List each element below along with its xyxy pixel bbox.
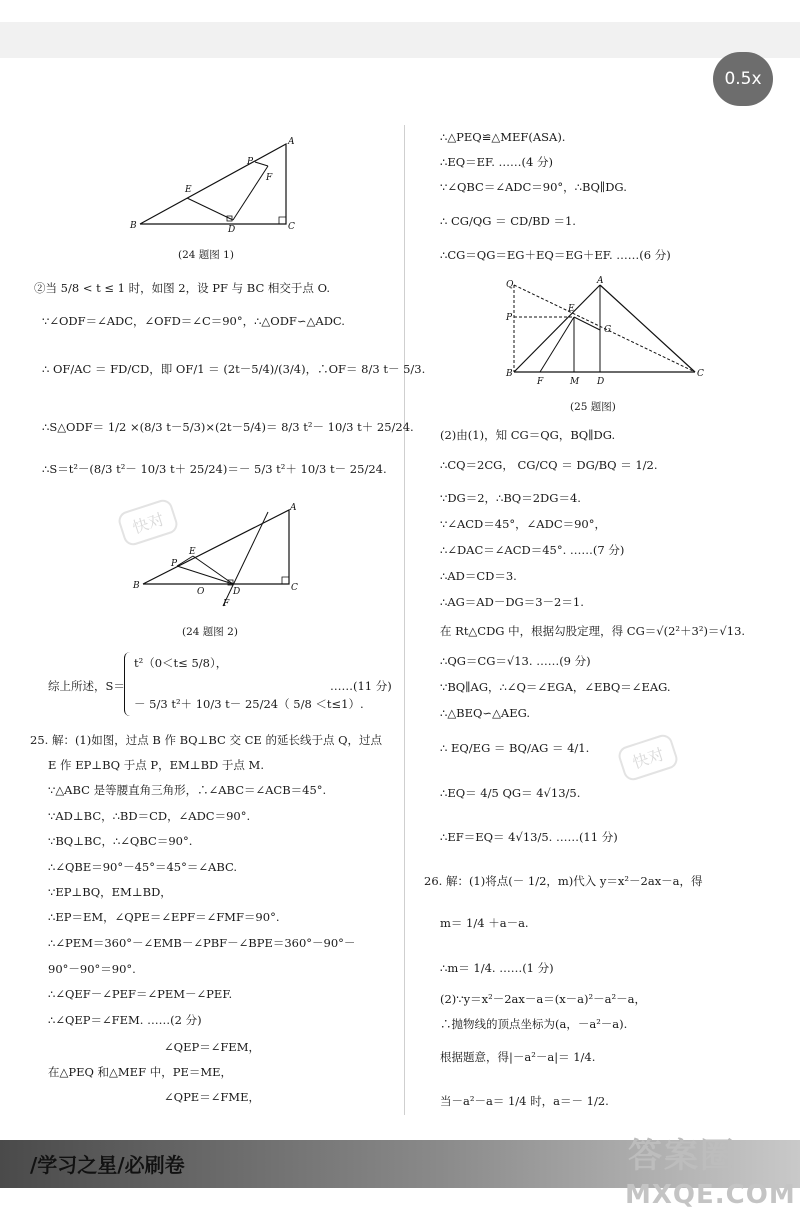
r-mid-6: ∴AG＝AD－DG＝3－2＝1. (440, 595, 584, 609)
playback-speed-button[interactable]: 0.5x (713, 52, 773, 106)
fig2-caption: (24 题图 2) (182, 626, 238, 638)
r-top-2: ∵∠QBC＝∠ADC＝90°，∴BQ∥DG. (440, 180, 627, 194)
label-B2: B (133, 581, 140, 591)
summary-score: ……(11 分) (330, 679, 392, 693)
label-D: D (228, 225, 236, 235)
r-mid-9: ∵BQ∥AG，∴∠Q＝∠EGA，∠EBQ＝∠EAG. (440, 680, 671, 694)
r-mid-4: ∴∠DAC＝∠ACD＝45°. ……(7 分) (440, 543, 625, 557)
fig25-caption: (25 题图) (570, 401, 616, 413)
top-bar (0, 0, 800, 22)
label-A: A (288, 137, 295, 147)
q25-line-5: ∴∠QBE＝90°－45°＝45°＝∠ABC. (48, 860, 238, 874)
q25-line-13: 在△PEQ 和△MEF 中，PE＝ME， (48, 1065, 233, 1079)
q25-line-14: ∠QPE＝∠FME， (164, 1090, 260, 1104)
figure-24-1 (125, 132, 305, 237)
q25-line-4: ∵BQ⊥BC，∴∠QBC＝90°. (48, 834, 193, 848)
r-mid-13: ∴EF＝EQ＝ 4√13/5. ……(11 分) (440, 830, 618, 844)
label-B: B (130, 221, 137, 231)
q25-line-1: E 作 EP⊥BQ 于点 P，EM⊥BD 于点 M. (48, 758, 264, 772)
label-F2: F (223, 599, 230, 609)
r-top-0: ∴△PEQ≌△MEF(ASA). (440, 130, 566, 144)
summary-brace (124, 652, 131, 716)
label-D3: D (597, 377, 605, 387)
q25-line-6: ∵EP⊥BQ，EM⊥BD， (48, 885, 172, 899)
label-F3: F (537, 377, 544, 387)
q25-line-12: ∠QEP＝∠FEM， (164, 1040, 260, 1054)
r-mid-10: ∴△BEQ∽△AEG. (440, 706, 531, 720)
q26-line-4: ∴抛物线的顶点坐标为(a，－a²－a). (440, 1017, 628, 1031)
r-mid-3: ∵∠ACD＝45°，∠ADC＝90°， (440, 517, 607, 531)
line-l3: ∴ OF/AC ＝ FD/CD，即 OF/1 ＝ (2t－5/4)/(3/4)，∴OF＝ 8/3 t－ 5/3. (42, 362, 426, 376)
label-A2: A (290, 503, 297, 513)
r-top-4: ∴CG＝QG＝EG＋EQ＝EG＋EF. ……(6 分) (440, 248, 671, 262)
q25-line-3: ∵AD⊥BC，∴BD＝CD，∠ADC＝90°. (48, 809, 251, 823)
q25-line-2: ∵△ABC 是等腰直角三角形，∴∠ABC＝∠ACB＝45°. (48, 783, 327, 797)
line-l4: ∴S△ODF＝ 1/2 ×(8/3 t－5/3)×(2t－5/4)＝ 8/3 t²－ 10/3 t＋ 25/24. (42, 420, 414, 434)
label-D2: D (233, 587, 241, 597)
footer-brand: /学习之星/必刷卷 (30, 1153, 185, 1177)
watermark-url: MXQE.COM (625, 1180, 796, 1210)
column-divider (404, 125, 405, 1115)
label-E: E (185, 185, 192, 195)
label-Q: Q (506, 280, 514, 290)
label-E2: E (189, 547, 196, 557)
q25-line-0: 25. 解：(1)如图，过点 B 作 BQ⊥BC 交 CE 的延长线于点 Q，过点 (30, 733, 383, 747)
r-mid-2: ∵DG＝2，∴BQ＝2DG＝4. (440, 491, 581, 505)
label-P3: P (506, 313, 513, 323)
viewer-strip (0, 22, 800, 58)
q26-line-0: 26. 解：(1)将点(－ 1/2，m)代入 y＝x²－2ax－a，得 (424, 874, 703, 888)
line-l5: ∴S＝t²－(8/3 t²－ 10/3 t＋ 25/24)＝－ 5/3 t²＋ 10/3 t－ 25/24. (42, 462, 387, 476)
summary-case1: t²（0＜t≤ 5/8）， (134, 656, 228, 670)
q25-line-8: ∴∠PEM＝360°－∠EMB－∠PBF－∠BPE＝360°－90°－ (48, 936, 356, 950)
q25-line-9: 90°－90°＝90°. (48, 962, 136, 976)
summary-case2: － 5/3 t²＋ 10/3 t－ 25/24（ 5/8 ＜t≤1）. (134, 697, 364, 711)
label-B3: B (506, 369, 513, 379)
watermark-logo: 答案圈 (628, 1136, 736, 1176)
r-mid-5: ∴AD＝CD＝3. (440, 569, 517, 583)
watermark-stamp-right: 快对 (616, 732, 680, 783)
q26-line-3: (2)∵y＝x²－2ax－a＝(x－a)²－a²－a， (440, 992, 646, 1006)
r-mid-1: ∴CQ＝2CG， CG/CQ ＝ DG/BQ ＝ 1/2. (440, 458, 658, 472)
q26-line-5: 根据题意，得|－a²－a|＝ 1/4. (440, 1050, 596, 1064)
summary-label: 综上所述，S＝ (48, 679, 125, 693)
label-E3: E (568, 304, 575, 314)
r-top-1: ∴EQ＝EF. ……(4 分) (440, 155, 553, 169)
q25-line-7: ∴EP＝EM，∠QPE＝∠EPF＝∠FMF＝90°. (48, 910, 280, 924)
label-F: F (266, 173, 273, 183)
q26-line-2: ∴m＝ 1/4. ……(1 分) (440, 961, 554, 975)
r-mid-12: ∴EQ＝ 4/5 QG＝ 4√13/5. (440, 786, 581, 800)
label-C2: C (291, 583, 298, 593)
label-A3: A (597, 276, 604, 286)
label-O2: O (197, 587, 205, 597)
label-P: P (247, 157, 254, 167)
r-mid-8: ∴QG＝CG＝√13. ……(9 分) (440, 654, 591, 668)
q26-line-6: 当－a²－a＝ 1/4 时，a＝－ 1/2. (440, 1094, 609, 1108)
label-P2: P (171, 559, 178, 569)
label-M3: M (570, 377, 580, 387)
watermark-stamp-left: 快对 (116, 497, 180, 548)
label-C3: C (697, 369, 704, 379)
line-l1: ②当 5/8 < t ≤ 1 时，如图 2，设 PF 与 BC 相交于点 O. (34, 281, 330, 295)
figure-25 (500, 275, 710, 390)
label-C: C (288, 222, 295, 232)
q25-line-11: ∴∠QEP＝∠FEM. ……(2 分) (48, 1013, 202, 1027)
label-G3: G (604, 325, 612, 335)
r-mid-11: ∴ EQ/EG ＝ BQ/AG ＝ 4/1. (440, 741, 590, 755)
r-mid-0: (2)由(1)，知 CG＝QG，BQ∥DG. (440, 428, 616, 442)
r-mid-7: 在 Rt△CDG 中，根据勾股定理，得 CG＝√(2²＋3²)＝√13. (440, 624, 746, 638)
r-top-3: ∴ CG/QG ＝ CD/BD ＝1. (440, 214, 576, 228)
line-l2: ∵∠ODF＝∠ADC，∠OFD＝∠C＝90°，∴△ODF∽△ADC. (42, 314, 345, 328)
q25-line-10: ∴∠QEF－∠PEF＝∠PEM－∠PEF. (48, 987, 233, 1001)
fig1-caption: (24 题图 1) (178, 249, 234, 261)
q26-line-1: m＝ 1/4 ＋a－a. (440, 916, 529, 930)
